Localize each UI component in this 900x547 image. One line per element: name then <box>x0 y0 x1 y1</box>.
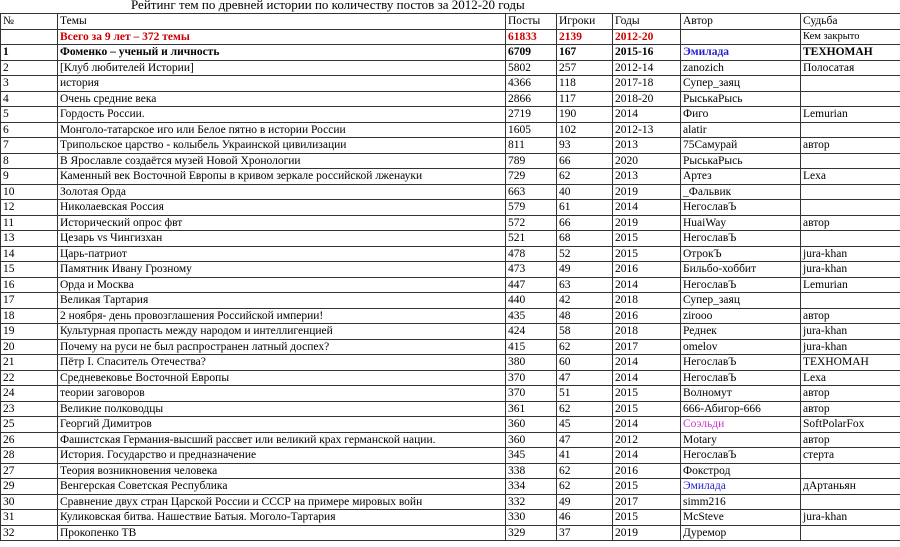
row-author[interactable]: Эмилада <box>681 479 801 495</box>
row-posts: 415 <box>506 339 557 355</box>
row-number: 16 <box>1 277 58 293</box>
row-fate: jura-khan <box>801 339 900 355</box>
row-years: 2013 <box>613 169 681 185</box>
row-author[interactable]: НегославЪ <box>681 355 801 371</box>
row-topic: Куликовская битва. Нашествие Батыя. Моголо-Тартария <box>58 510 506 526</box>
row-posts: 334 <box>506 479 557 495</box>
row-author[interactable]: Эмилада <box>681 45 801 61</box>
row-posts: 2866 <box>506 91 557 107</box>
row-years: 2012-13 <box>613 122 681 138</box>
row-topic: Орда и Москва <box>58 277 506 293</box>
table-row <box>1 184 900 200</box>
row-posts: 447 <box>506 277 557 293</box>
row-fate: дАртаньян <box>801 479 900 495</box>
row-topic: История. Государство и предназначение <box>58 448 506 464</box>
row-posts: 4366 <box>506 76 557 92</box>
table-row <box>1 122 900 138</box>
row-players: 49 <box>557 494 613 510</box>
total-author <box>681 29 801 45</box>
row-posts: 521 <box>506 231 557 247</box>
row-author[interactable]: НегославЪ <box>681 370 801 386</box>
row-number: 31 <box>1 510 58 526</box>
row-years: 2013 <box>613 138 681 154</box>
row-posts: 361 <box>506 401 557 417</box>
row-years: 2014 <box>613 370 681 386</box>
row-number: 26 <box>1 432 58 448</box>
row-number: 8 <box>1 153 58 169</box>
table-row <box>1 463 900 479</box>
row-author[interactable]: РыськаРысь <box>681 153 801 169</box>
rating-table <box>0 13 900 541</box>
row-players: 40 <box>557 184 613 200</box>
row-topic: Фашистская Германия-высший рассвет или великий крах германской нации. <box>58 432 506 448</box>
header-posts: Посты <box>506 14 557 30</box>
row-players: 66 <box>557 215 613 231</box>
row-number: 22 <box>1 370 58 386</box>
row-topic: Памятник Ивану Грозному <box>58 262 506 278</box>
row-author[interactable]: ОтрокЪ <box>681 246 801 262</box>
page-title-bar <box>0 0 900 13</box>
row-players: 93 <box>557 138 613 154</box>
row-posts: 478 <box>506 246 557 262</box>
row-author[interactable]: НегославЪ <box>681 448 801 464</box>
total-years: 2012-20 <box>613 29 681 45</box>
table-row <box>1 324 900 340</box>
table-row <box>1 479 900 495</box>
row-fate: Lemurian <box>801 107 900 123</box>
table-row <box>1 153 900 169</box>
table-row <box>1 45 900 61</box>
row-topic: Великие полководцы <box>58 401 506 417</box>
row-topic: Почему на руси не был распространен латный доспех? <box>58 339 506 355</box>
header-row <box>1 14 900 30</box>
row-topic: Пётр I. Спаситель Отечества? <box>58 355 506 371</box>
table-row <box>1 401 900 417</box>
row-years: 2018-20 <box>613 91 681 107</box>
table-row <box>1 76 900 92</box>
row-fate <box>801 200 900 216</box>
row-topic: Георгий Димитров <box>58 417 506 433</box>
row-number: 20 <box>1 339 58 355</box>
row-players: 68 <box>557 231 613 247</box>
row-years: 2015 <box>613 479 681 495</box>
row-years: 2015-16 <box>613 45 681 61</box>
row-number: 2 <box>1 60 58 76</box>
row-players: 190 <box>557 107 613 123</box>
row-players: 62 <box>557 463 613 479</box>
table-row <box>1 169 900 185</box>
table-row <box>1 370 900 386</box>
row-number: 19 <box>1 324 58 340</box>
table-row <box>1 510 900 526</box>
row-topic: Фоменко – ученый и личность <box>58 45 506 61</box>
page-title: Рейтинг тем по древней истории по количеству постов за 2012-20 годы <box>131 0 525 12</box>
row-years: 2014 <box>613 200 681 216</box>
row-number: 13 <box>1 231 58 247</box>
row-fate: ТЕХНОМАН <box>801 45 900 61</box>
row-author[interactable]: Фокстрод <box>681 463 801 479</box>
row-author[interactable]: omelov <box>681 339 801 355</box>
row-topic: Золотая Орда <box>58 184 506 200</box>
table-row <box>1 355 900 371</box>
row-posts: 579 <box>506 200 557 216</box>
row-years: 2020 <box>613 153 681 169</box>
row-years: 2014 <box>613 448 681 464</box>
total-number <box>1 29 58 45</box>
row-author[interactable]: Motary <box>681 432 801 448</box>
row-number: 23 <box>1 401 58 417</box>
row-posts: 789 <box>506 153 557 169</box>
table-row <box>1 494 900 510</box>
row-topic: Венгерская Советская Республика <box>58 479 506 495</box>
row-author[interactable]: Дуремор <box>681 525 801 541</box>
row-players: 63 <box>557 277 613 293</box>
row-author[interactable]: Соэльди <box>681 417 801 433</box>
row-years: 2014 <box>613 355 681 371</box>
row-author[interactable]: Фиго <box>681 107 801 123</box>
row-fate: jura-khan <box>801 510 900 526</box>
header-players: Игроки <box>557 14 613 30</box>
row-fate: автор <box>801 401 900 417</box>
row-fate: стерта <box>801 448 900 464</box>
row-number: 4 <box>1 91 58 107</box>
row-years: 2014 <box>613 417 681 433</box>
row-number: 10 <box>1 184 58 200</box>
row-author[interactable]: alatir <box>681 122 801 138</box>
row-posts: 2719 <box>506 107 557 123</box>
row-years: 2019 <box>613 525 681 541</box>
row-players: 45 <box>557 417 613 433</box>
row-topic: Исторический опрос фвт <box>58 215 506 231</box>
row-number: 28 <box>1 448 58 464</box>
row-author[interactable]: НегославЪ <box>681 200 801 216</box>
table-row <box>1 339 900 355</box>
table-row <box>1 417 900 433</box>
table-row <box>1 215 900 231</box>
table-row <box>1 91 900 107</box>
row-author[interactable]: McSteve <box>681 510 801 526</box>
row-fate <box>801 184 900 200</box>
row-topic: Культурная пропасть между народом и интеллигенцией <box>58 324 506 340</box>
row-years: 2012 <box>613 432 681 448</box>
row-topic: [Клуб любителей Истории] <box>58 60 506 76</box>
header-author: Автор <box>681 14 801 30</box>
table-row <box>1 293 900 309</box>
table-row <box>1 60 900 76</box>
row-fate <box>801 231 900 247</box>
row-years: 2017 <box>613 494 681 510</box>
row-number: 30 <box>1 494 58 510</box>
row-players: 257 <box>557 60 613 76</box>
row-fate: автор <box>801 308 900 324</box>
row-posts: 572 <box>506 215 557 231</box>
row-fate: автор <box>801 138 900 154</box>
row-players: 62 <box>557 401 613 417</box>
row-author[interactable]: Реднек <box>681 324 801 340</box>
row-posts: 329 <box>506 525 557 541</box>
row-author[interactable]: simm216 <box>681 494 801 510</box>
row-posts: 6709 <box>506 45 557 61</box>
row-fate <box>801 122 900 138</box>
row-players: 62 <box>557 339 613 355</box>
row-years: 2018 <box>613 293 681 309</box>
row-players: 58 <box>557 324 613 340</box>
table-row <box>1 231 900 247</box>
table-row <box>1 107 900 123</box>
row-players: 52 <box>557 246 613 262</box>
row-number: 11 <box>1 215 58 231</box>
row-years: 2012-14 <box>613 60 681 76</box>
row-years: 2017-18 <box>613 76 681 92</box>
row-players: 61 <box>557 200 613 216</box>
row-topic: Трипольское царство - колыбель Украинской цивилизации <box>58 138 506 154</box>
row-number: 25 <box>1 417 58 433</box>
row-number: 14 <box>1 246 58 262</box>
row-topic: Великая Тартария <box>58 293 506 309</box>
row-years: 2019 <box>613 215 681 231</box>
total-label: Всего за 9 лет – 372 темы <box>58 29 506 45</box>
row-number: 15 <box>1 262 58 278</box>
row-number: 7 <box>1 138 58 154</box>
row-players: 47 <box>557 370 613 386</box>
row-topic: Каменный век Восточной Европы в кривом зеркале российской лженауки <box>58 169 506 185</box>
table-row <box>1 138 900 154</box>
row-number: 5 <box>1 107 58 123</box>
table-row <box>1 525 900 541</box>
row-fate <box>801 293 900 309</box>
row-topic: Прокопенко ТВ <box>58 525 506 541</box>
row-players: 60 <box>557 355 613 371</box>
row-years: 2016 <box>613 262 681 278</box>
row-years: 2018 <box>613 324 681 340</box>
row-fate: jura-khan <box>801 246 900 262</box>
row-players: 102 <box>557 122 613 138</box>
row-years: 2016 <box>613 463 681 479</box>
row-posts: 360 <box>506 432 557 448</box>
row-years: 2017 <box>613 339 681 355</box>
header-years: Годы <box>613 14 681 30</box>
row-posts: 663 <box>506 184 557 200</box>
table-row <box>1 386 900 402</box>
row-posts: 330 <box>506 510 557 526</box>
table-row <box>1 277 900 293</box>
row-posts: 345 <box>506 448 557 464</box>
row-number: 21 <box>1 355 58 371</box>
row-topic: Цезарь vs Чингизхан <box>58 231 506 247</box>
row-topic: теории заговоров <box>58 386 506 402</box>
row-posts: 473 <box>506 262 557 278</box>
row-topic: Николаевская Россия <box>58 200 506 216</box>
row-author[interactable]: 75Самурай <box>681 138 801 154</box>
row-posts: 380 <box>506 355 557 371</box>
row-players: 49 <box>557 262 613 278</box>
row-years: 2015 <box>613 386 681 402</box>
row-fate <box>801 76 900 92</box>
row-number: 32 <box>1 525 58 541</box>
row-author[interactable]: Артез <box>681 169 801 185</box>
row-author[interactable]: Супер_заяц <box>681 76 801 92</box>
row-fate: ТЕХНОМАН <box>801 355 900 371</box>
row-number: 9 <box>1 169 58 185</box>
row-players: 117 <box>557 91 613 107</box>
row-number: 1 <box>1 45 58 61</box>
row-players: 66 <box>557 153 613 169</box>
row-posts: 435 <box>506 308 557 324</box>
row-years: 2015 <box>613 246 681 262</box>
row-number: 6 <box>1 122 58 138</box>
row-topic: Очень средние века <box>58 91 506 107</box>
header-topic: Темы <box>58 14 506 30</box>
row-topic: Царь-патриот <box>58 246 506 262</box>
row-topic: В Ярославле создаётся музей Новой Хронологии <box>58 153 506 169</box>
row-fate: Lexa <box>801 169 900 185</box>
row-topic: история <box>58 76 506 92</box>
row-number: 29 <box>1 479 58 495</box>
row-author[interactable]: Волномут <box>681 386 801 402</box>
table-row <box>1 448 900 464</box>
row-fate <box>801 525 900 541</box>
row-posts: 729 <box>506 169 557 185</box>
row-years: 2014 <box>613 107 681 123</box>
row-years: 2015 <box>613 401 681 417</box>
table-row <box>1 246 900 262</box>
row-number: 27 <box>1 463 58 479</box>
row-fate <box>801 494 900 510</box>
row-posts: 440 <box>506 293 557 309</box>
row-author[interactable]: Бильбо-хоббит <box>681 262 801 278</box>
row-fate <box>801 153 900 169</box>
row-players: 62 <box>557 169 613 185</box>
row-posts: 370 <box>506 386 557 402</box>
row-posts: 338 <box>506 463 557 479</box>
table-row <box>1 432 900 448</box>
row-posts: 360 <box>506 417 557 433</box>
row-topic: 2 ноября- день провозглашения Российской империи! <box>58 308 506 324</box>
row-fate: Lexa <box>801 370 900 386</box>
row-posts: 1605 <box>506 122 557 138</box>
row-number: 18 <box>1 308 58 324</box>
row-author[interactable]: РыськаРысь <box>681 91 801 107</box>
row-fate <box>801 463 900 479</box>
row-number: 24 <box>1 386 58 402</box>
row-years: 2014 <box>613 277 681 293</box>
row-years: 2019 <box>613 184 681 200</box>
row-author[interactable]: zanozich <box>681 60 801 76</box>
header-fate: Судьба <box>801 14 900 30</box>
row-author[interactable]: НегославЪ <box>681 277 801 293</box>
row-fate: jura-khan <box>801 324 900 340</box>
row-players: 51 <box>557 386 613 402</box>
row-posts: 811 <box>506 138 557 154</box>
row-posts: 370 <box>506 370 557 386</box>
row-fate: автор <box>801 386 900 402</box>
row-author[interactable]: 666-Абигор-666 <box>681 401 801 417</box>
row-players: 47 <box>557 432 613 448</box>
row-posts: 332 <box>506 494 557 510</box>
row-number: 12 <box>1 200 58 216</box>
row-players: 167 <box>557 45 613 61</box>
table-row <box>1 308 900 324</box>
row-posts: 424 <box>506 324 557 340</box>
row-topic: Монголо-татарское иго или Белое пятно в истории России <box>58 122 506 138</box>
row-posts: 5802 <box>506 60 557 76</box>
row-years: 2015 <box>613 231 681 247</box>
row-fate: автор <box>801 215 900 231</box>
total-row <box>1 29 900 45</box>
row-author[interactable]: zirooo <box>681 308 801 324</box>
row-topic: Сравнение двух стран Царской России и СССР на примере мировых войн <box>58 494 506 510</box>
row-author[interactable]: Супер_заяц <box>681 293 801 309</box>
row-fate: Полосатая <box>801 60 900 76</box>
total-players: 2139 <box>557 29 613 45</box>
table-row <box>1 262 900 278</box>
row-players: 46 <box>557 510 613 526</box>
row-topic: Теория возникновения человека <box>58 463 506 479</box>
total-fate: Кем закрыто <box>801 29 900 45</box>
row-players: 48 <box>557 308 613 324</box>
row-number: 17 <box>1 293 58 309</box>
row-number: 3 <box>1 76 58 92</box>
row-players: 37 <box>557 525 613 541</box>
header-number: № <box>1 14 58 30</box>
row-author[interactable]: HuaiWay <box>681 215 801 231</box>
row-years: 2015 <box>613 510 681 526</box>
row-players: 62 <box>557 479 613 495</box>
row-fate: автор <box>801 432 900 448</box>
row-topic: Гордость России. <box>58 107 506 123</box>
row-fate: jura-khan <box>801 262 900 278</box>
row-fate: SoftPolarFox <box>801 417 900 433</box>
row-players: 41 <box>557 448 613 464</box>
table-body <box>1 14 900 541</box>
row-author[interactable]: _Фальвик <box>681 184 801 200</box>
row-years: 2016 <box>613 308 681 324</box>
table-row <box>1 200 900 216</box>
row-fate <box>801 91 900 107</box>
total-posts: 61833 <box>506 29 557 45</box>
row-topic: Средневековье Восточной Европы <box>58 370 506 386</box>
row-author[interactable]: НегославЪ <box>681 231 801 247</box>
row-fate: Lemurian <box>801 277 900 293</box>
row-players: 118 <box>557 76 613 92</box>
row-players: 42 <box>557 293 613 309</box>
